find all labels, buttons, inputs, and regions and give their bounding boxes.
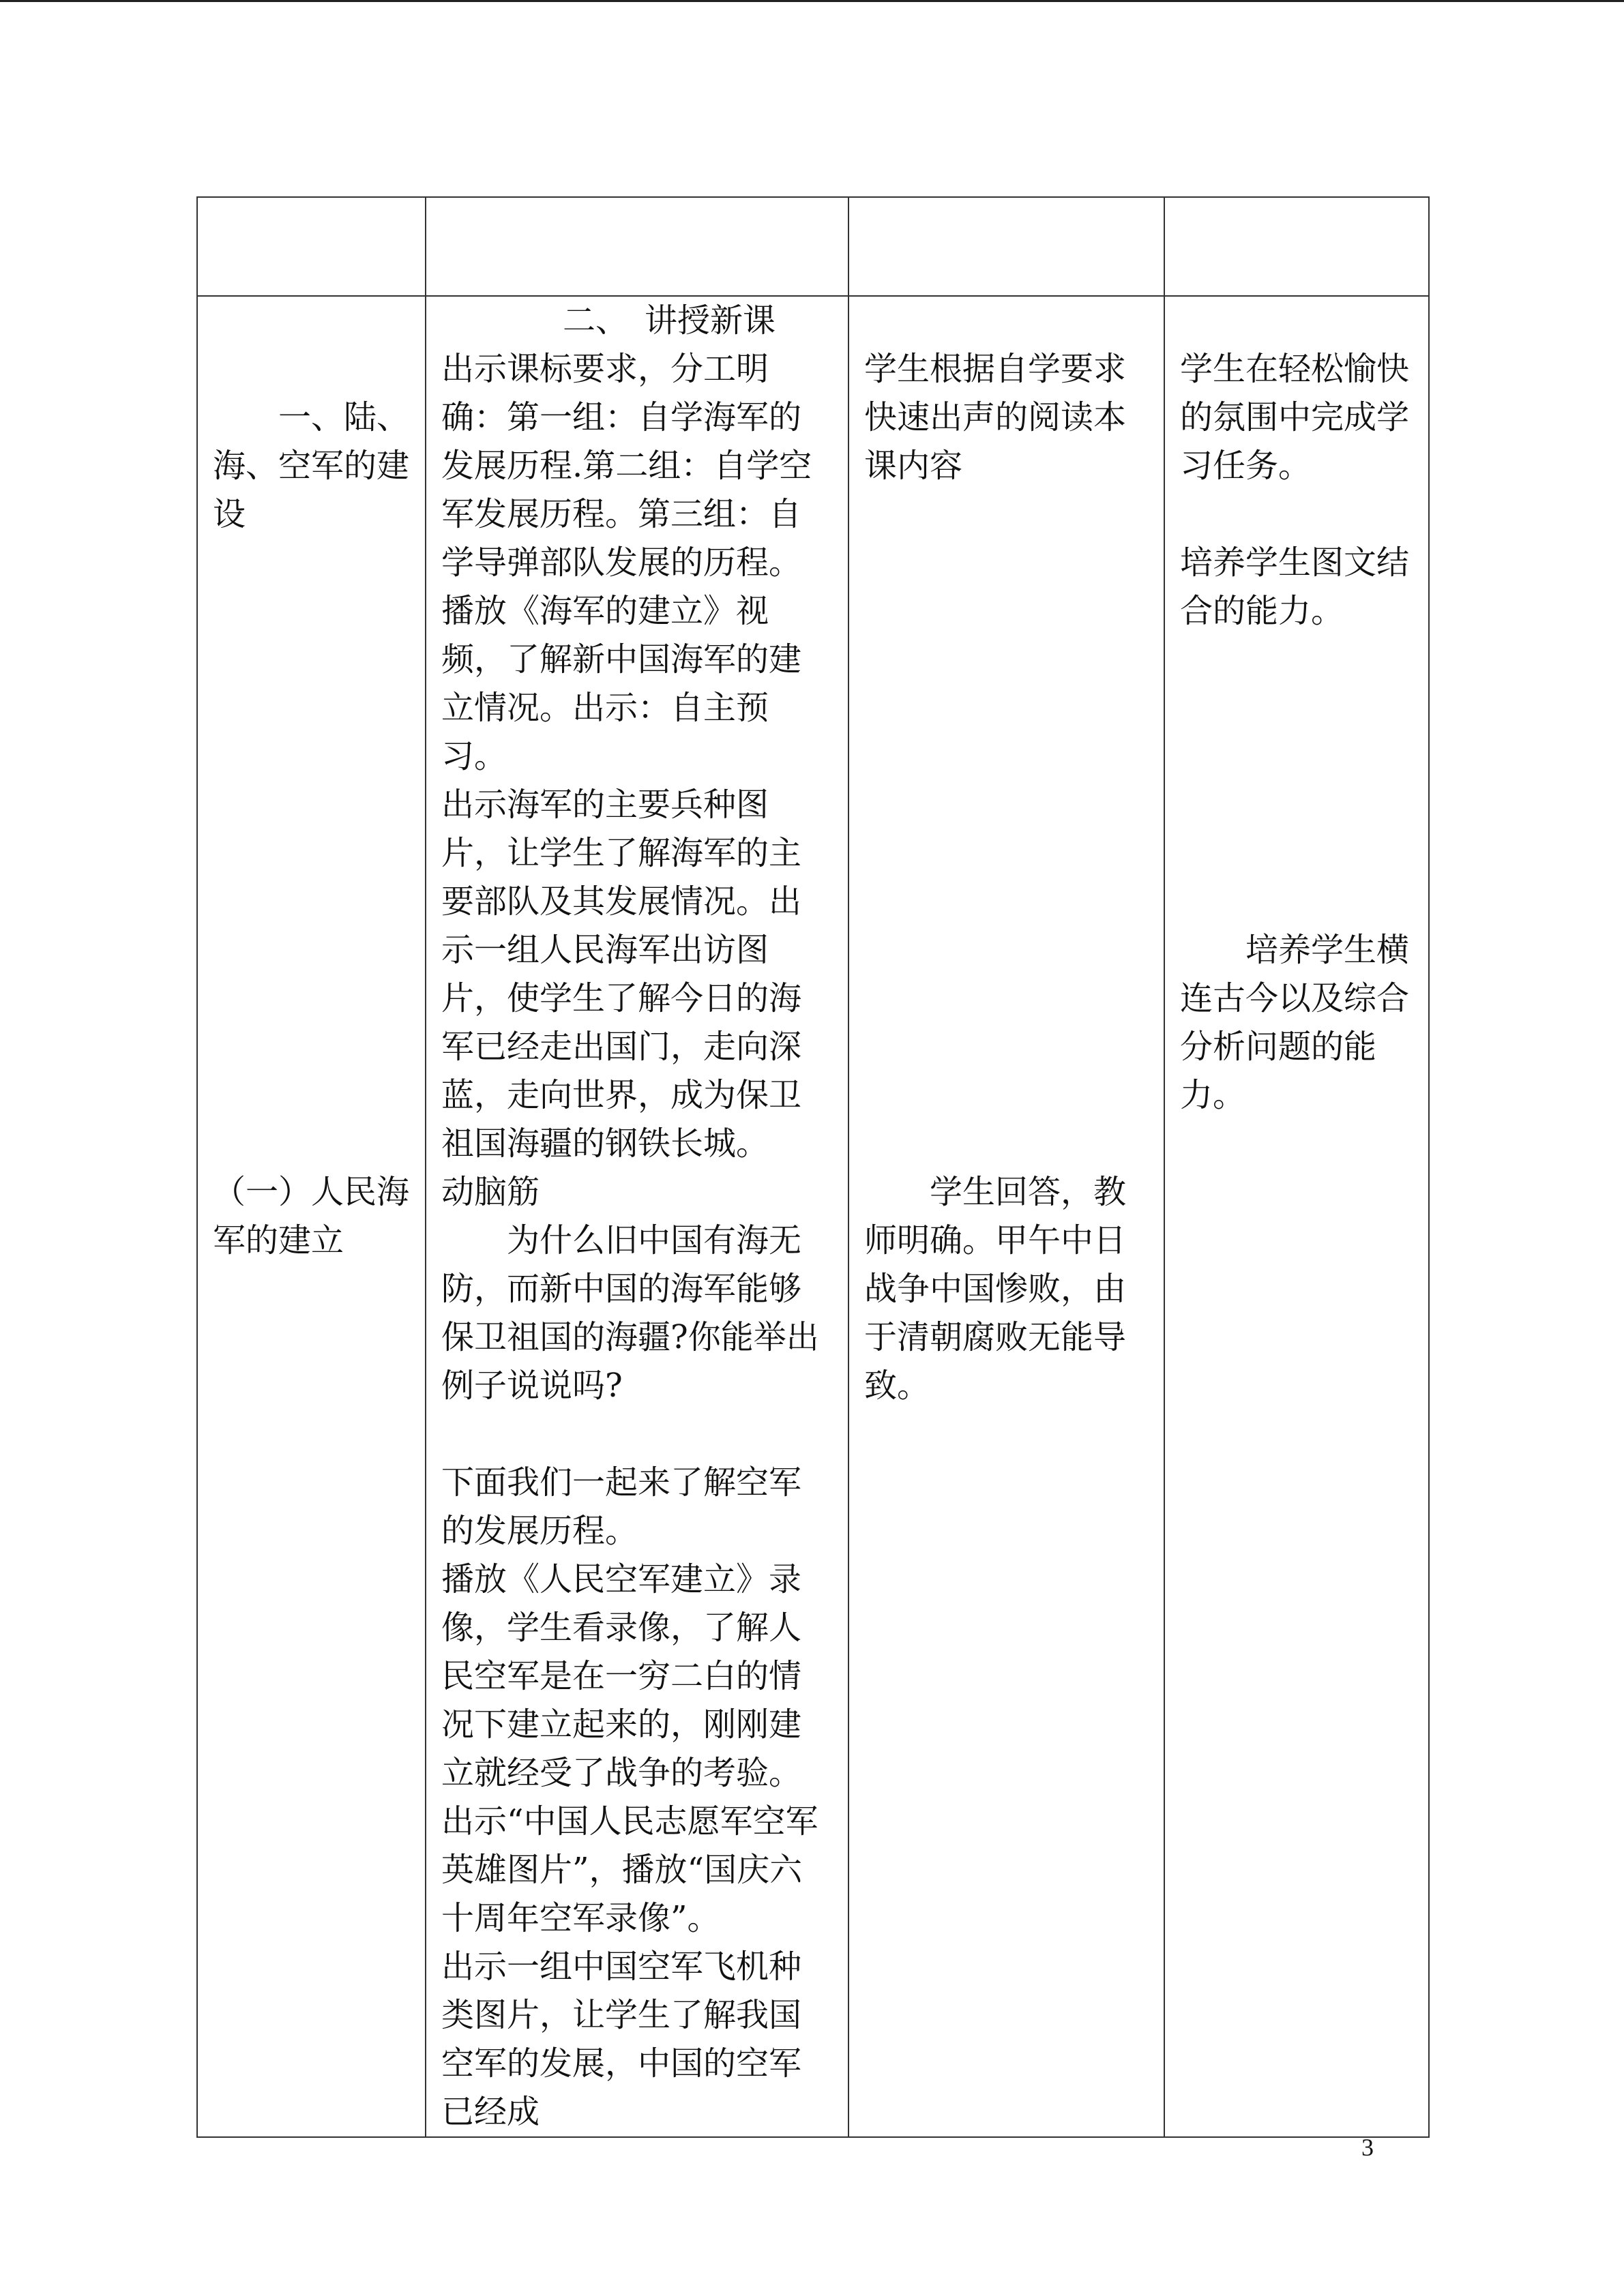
paragraph-course-requirements: 出示课标要求，分工明确：第一组：自学海军的发展历程.第二组：自学空军发展历程。第三组：自学导弹部队发展的历程。 (441, 350, 812, 582)
page-number: 3 (1361, 2134, 1374, 2161)
empty-cell-2 (426, 197, 848, 296)
paragraph-navy-video: 播放《海军的建立》视频，了解新中国海军的建立情况。出示：自主预习。 (441, 592, 802, 775)
empty-cell-4 (1164, 197, 1429, 296)
student-activity-column (848, 296, 1164, 2137)
design-intent-image-text: 培养学生图文结合的能力。 (1180, 543, 1410, 630)
lesson-plan-table (196, 196, 1430, 2138)
lesson-heading: 二、 讲授新课 (563, 301, 776, 340)
paragraph-air-force-intro: 下面我们一起来了解空军的发展历程。 (441, 1463, 802, 1550)
top-border-rule (0, 0, 1624, 2)
table-header-row-empty (197, 197, 1429, 296)
table-row-main (197, 296, 1429, 2137)
paragraph-navy-pictures: 出示海军的主要兵种图片，让学生了解海军的主要部队及其发展情况。出示一组人民海军出访图片，使学生了解今日的海军已经走出国门，走向深蓝，走向世界，成为保卫祖国海疆的钢铁长城。 (441, 786, 802, 1163)
empty-cell-1 (197, 197, 426, 296)
brainstorm-question: 为什么旧中国有海无防，而新中国的海军能够保卫祖国的海疆?你能举出例子说说吗? (441, 1221, 819, 1405)
brainstorm-label: 动脑筋 (441, 1173, 540, 1211)
design-intent-analysis: 培养学生横连古今以及综合分析问题的能力。 (1180, 931, 1410, 1114)
student-activity-answer: 学生回答，教师明确。甲午中日战争中国惨败，由于清朝腐败无能导致。 (864, 1173, 1127, 1405)
paragraph-aircraft-types: 出示一组中国空军飞机种类图片，让学生了解我国空军的发展，中国的空军已经成 (441, 1948, 802, 2131)
design-intent-column (1164, 296, 1429, 2137)
design-intent-relaxed-learning: 学生在轻松愉快的氛围中完成学习任务。 (1180, 350, 1410, 485)
section-title: 一、陆、海、空军的建设 (213, 398, 410, 533)
empty-cell-3 (848, 197, 1164, 296)
section-column (197, 296, 426, 2137)
paragraph-air-force-video: 播放《人民空军建立》录像，学生看录像，了解人民空军是在一穷二白的情况下建立起来的，刚刚建立就经受了战争的考验。 (441, 1560, 802, 1792)
teaching-content-column (426, 296, 848, 2137)
subsection-title: （一）人民海军的建立 (213, 1173, 410, 1259)
student-activity-reading: 学生根据自学要求快速出声的阅读本课内容 (864, 350, 1127, 485)
paragraph-volunteer-heroes: 出示“中国人民志愿军空军英雄图片”，播放“国庆六十周年空军录像”。 (441, 1802, 818, 1937)
